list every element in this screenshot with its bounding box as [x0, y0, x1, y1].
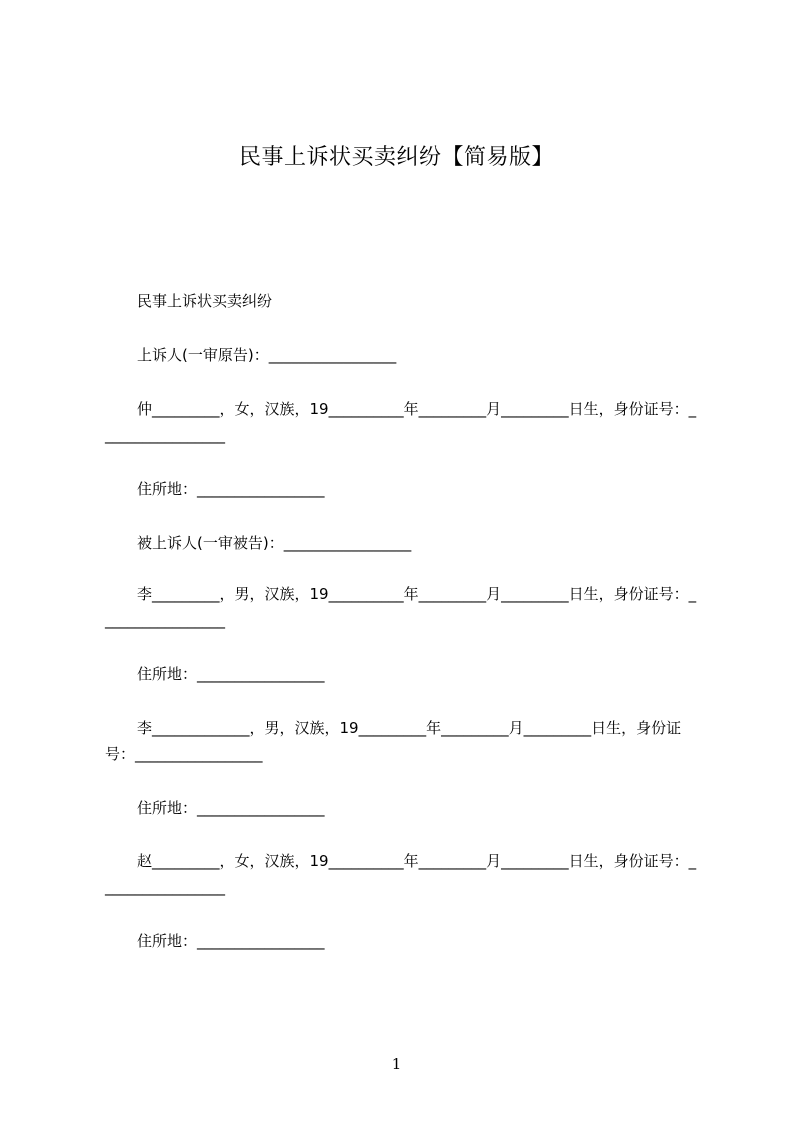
paragraph-appellee-2-info: 李_____________，男，汉族，19_________年_________月_________日生，身份证号：_________________: [105, 719, 682, 763]
paragraph-appellee-1-info: 李_________，男，汉族，19__________年_________月_________日生，身份证号：_________________: [105, 585, 697, 629]
paragraph-appellee-2-address: 住所地：_________________: [137, 799, 325, 817]
paragraph-appellant-address: 住所地：_________________: [137, 480, 325, 498]
paragraph-appellant: 上诉人(一审原告)：_________________: [137, 346, 397, 364]
page-number: 1: [391, 1055, 402, 1073]
paragraph-appellee-3-info: 赵_________，女，汉族，19__________年_________月_________日生，身份证号：_________________: [105, 852, 697, 896]
paragraph-appellee: 被上诉人(一审被告)：_________________: [137, 534, 412, 552]
paragraph-appellee-3-address: 住所地：_________________: [137, 932, 325, 950]
paragraph-heading: 民事上诉状买卖纠纷: [137, 292, 273, 310]
paragraph-appellant-info: 仲_________，女，汉族，19__________年_________月_________日生，身份证号：_________________: [105, 400, 697, 444]
paragraph-appellee-1-address: 住所地：_________________: [137, 665, 325, 683]
document-title: 民事上诉状买卖纠纷【简易版】: [238, 145, 554, 170]
